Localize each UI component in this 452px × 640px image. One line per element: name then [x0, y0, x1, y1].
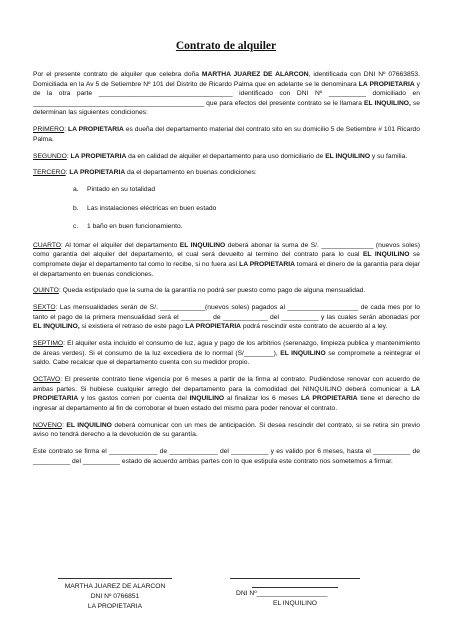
clause-label: PRIMERO: [33, 126, 65, 134]
signature-line: [230, 578, 360, 579]
owner-signature-block: [58, 578, 172, 611]
clause-bold: EL INQUILINO: [66, 421, 112, 429]
clause-bold: LA PROPIETARIA: [70, 152, 127, 160]
clause-bold: EL INQUILINO: [280, 349, 326, 357]
signature-line: [58, 578, 172, 579]
clause-text: tomará el dinero de la garantía para dejar el departamento en buenas condiciones.: [33, 261, 420, 278]
clause-label: QUINTO: [33, 287, 59, 295]
clause-bold: LA PROPIETARIA: [69, 169, 126, 177]
clause-text: da el departamento en buenas condiciones:: [125, 169, 257, 177]
clause-text: : El presente contrato tiene vigencia por 6 meses a partir de la firma al contrato. Pudiéndose renovar con acuerdo de ambas partes. Si hubiese cualquier arreglo del departamento para la comodidad del NINQUILINO deberá comunicar a: [33, 376, 420, 393]
clause-noveno: [33, 421, 420, 440]
clause-bold: EL INQUILINO: [325, 152, 371, 160]
clause-label: CUARTO: [33, 241, 61, 249]
clause-text: deberá comunicar con un mes de anticipación. Si desea rescindir del contrato, si se retira sin previo aviso no tendrá derecho a la devolución de su garantía.: [33, 421, 420, 439]
clause-text: :: [64, 126, 69, 134]
list-text: Pintado en su totalidad: [87, 186, 156, 194]
clause-septimo: [33, 339, 420, 368]
intro-text-1: Por el presente contrato de alquiler que celebra doña: [33, 71, 202, 78]
clause-bold: EL INQUILINO: [362, 251, 410, 259]
list-item: [73, 204, 420, 214]
intro-text-3: y de la otra parte ____________________________________ identificado con DNI Nº __________ domiciliado en ______________________________________________ que para efectos del presente contrato se le llamara: [33, 80, 421, 107]
list-item: [73, 185, 420, 195]
clause-bold: LA PROPIETARIA: [33, 385, 420, 403]
clause-bold: EL INQUILINO: [179, 241, 226, 249]
clause-label: SEXTO: [33, 304, 56, 312]
clause-bold: INQUILINO: [189, 395, 225, 403]
intro-paragraph: [33, 70, 420, 118]
clause-text: al finalizar los 6 meses: [224, 395, 301, 403]
closing-paragraph: Este contrato se firma el _____________ de _____________ del __________ y es valido por 6 meses, hasta el __________ de __________ del __________ estado de acuerdo ambas partes con lo que estipula este contrato nos sometemos a firmar.: [33, 448, 420, 465]
clause-segundo: [33, 152, 420, 162]
list-marker: b.: [73, 204, 79, 212]
clause-label: SEPTIMO: [33, 340, 64, 348]
clause-label: NOVENO: [33, 421, 62, 429]
clause-text: podrá rescindir este contrato de acuerdo al a ley.: [241, 323, 388, 331]
clause-text: es dueña del departamento material del contrato sito en su domicilio 5 de Setiembre # 101 Ricardo Palma.: [33, 126, 420, 143]
owner-signature-role: LA PROPIETARIA: [87, 602, 143, 610]
clause-text: da en calidad de alquiler el departamento para uso domiciliario de: [126, 152, 326, 160]
clause-sexto: [33, 303, 420, 332]
clause-text: : Las mensualidades serán de S/. ____________(nuevos soles) pagados al ___________________ de cada mes por lo tanto el pago de la primera mensualidad será el ________ de ____________ del __________ y las cuales serán abonadas por: [33, 304, 420, 321]
tenant-signature-role: EL INQUILINO: [273, 599, 317, 607]
tenant-role: EL INQUILINO,: [363, 99, 411, 107]
clause-octavo: [33, 375, 420, 413]
contract-body: [33, 70, 420, 473]
clause-label: OCTAVO: [33, 376, 61, 384]
owner-name: MARTHA JUAREZ DE ALARCON: [201, 71, 309, 78]
list-marker: a.: [73, 186, 79, 194]
clause-bold: EL INQUILINO,: [33, 323, 80, 331]
clause-bold: LA PROPIETARIA: [68, 126, 124, 134]
clause-bold: LA PROPIETARIA: [239, 261, 295, 269]
owner-role: LA PROPIETARIA: [358, 80, 415, 88]
tenant-signature-block: [230, 578, 360, 609]
clause-bold: LA PROPIETARIA: [300, 395, 358, 403]
owner-signature-dni: DNI Nº 0766851: [90, 592, 140, 600]
clause-primero: [33, 125, 420, 144]
tenant-signature-dni: DNI Nº___________________: [236, 590, 328, 597]
clause-text: : Al tomar el alquiler del departamento: [61, 241, 180, 249]
intro-text-4: se determinan las siguientes condiciones:: [33, 99, 420, 117]
document-title: Contrato de alquiler: [175, 40, 277, 52]
list-marker: c.: [73, 223, 79, 231]
clause-text: se compromete a reintegrar el saldo. Cabe recalcar que el departamento cuenta con su medidor propio.: [33, 349, 420, 367]
clause-label: SEGUNDO: [33, 152, 67, 160]
clause-cuarto: [33, 241, 420, 279]
clause-tercero: [33, 168, 420, 178]
clause-text: :: [65, 169, 70, 177]
intro-text-2: , identificada con DNI Nº 07663853. Domiciliada en la Av 5 de Setiembre Nº 101 del Distrito de Ricardo Palma que en adelante se le denominara: [33, 71, 420, 88]
clause-text: : El alquiler esta incluido el consumo de luz, agua y pago de los arbitrios (serenazgo, limpieza publica y mantenimiento de áreas verdes). Si el consumo de la luz excediera de lo normal (S/________),: [33, 340, 420, 357]
clause-text: si existiera el retraso de este pago: [79, 323, 186, 331]
clause-text: y los gastos corren por cuenta del: [78, 395, 190, 403]
clause-text: tiene el derecho de ingresar al departamento al fin de corroborar el buen estado del mismo para poder renovar el contrato.: [33, 395, 420, 412]
clause-text: deberá abonar la suma de S/. ______________ (nuevos soles) como garantía del alquiler del departamento, el cual será devuelto al termino del contrato para lo cual: [33, 241, 420, 259]
clause-text: :: [66, 152, 71, 160]
clause-quinto: [33, 286, 420, 296]
clause-text: : Queda estipulado que la suma de la garantía no podrá ser puesto como pago de alguna mensualidad.: [58, 287, 366, 295]
list-text: 1 baño en buen funcionamiento.: [87, 223, 183, 231]
conditions-list: [33, 185, 420, 232]
owner-signature-name: MARTHA JUAREZ DE ALARCON: [64, 583, 166, 590]
list-text: Las instalaciones eléctricas en buen estado: [87, 204, 217, 212]
clause-text: :: [61, 421, 67, 429]
clause-text: se compromete dejar el departamento tal como lo recibe, si no fuera así: [33, 251, 420, 269]
clause-label: TERCERO: [33, 169, 66, 177]
list-item: [73, 222, 420, 232]
clause-bold: LA PROPIETARIA: [185, 323, 242, 331]
signature-line: [252, 587, 338, 588]
clause-text: y su familia.: [370, 152, 408, 160]
